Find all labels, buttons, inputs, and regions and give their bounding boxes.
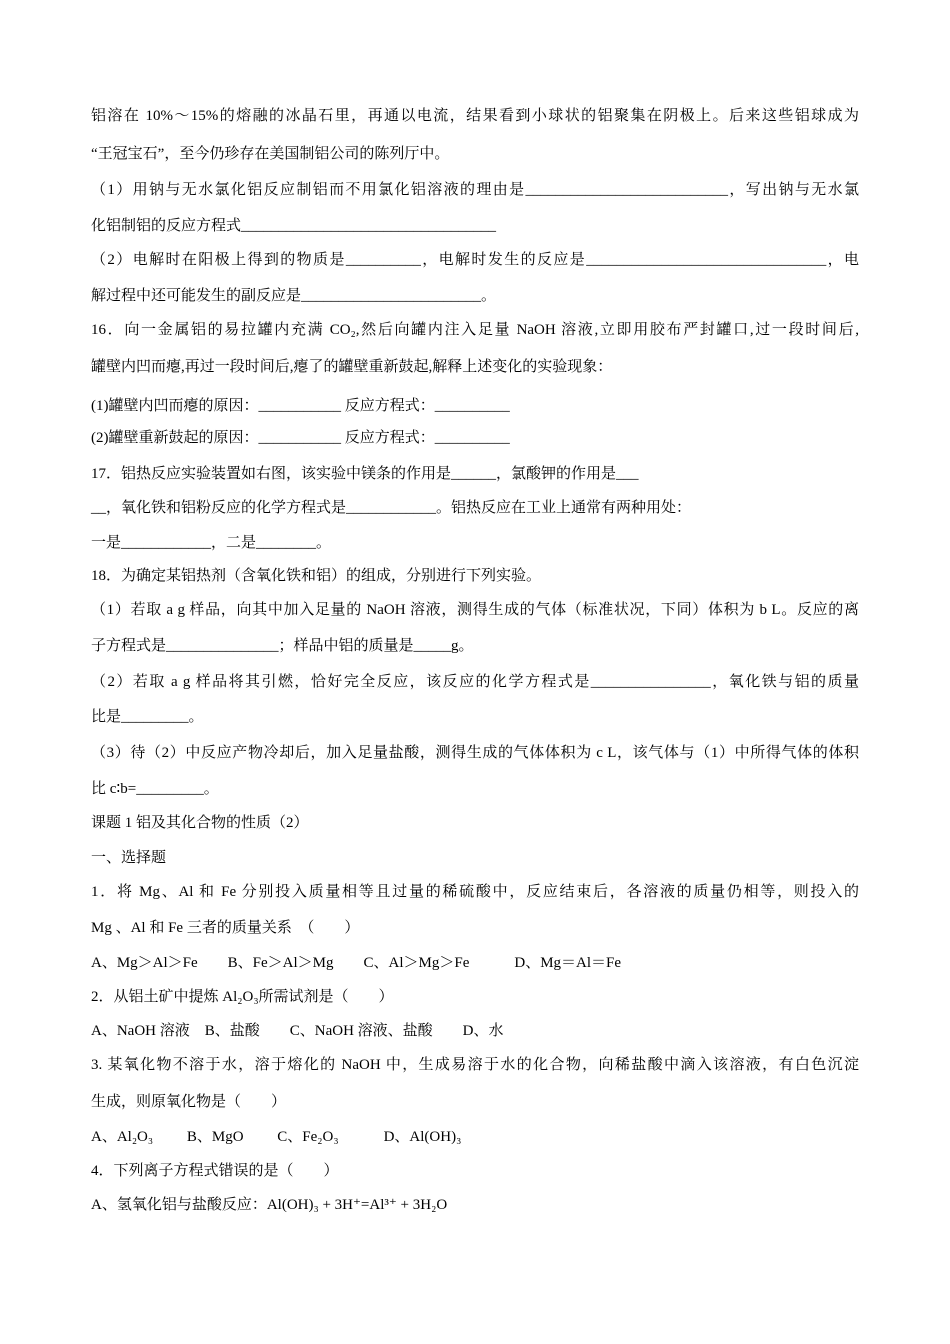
question-1: 1．将 Mg、Al 和 Fe 分别投入质量相等且过量的稀硫酸中，反应结束后，各溶液的质量仍相等，则投入的 <box>91 884 859 900</box>
question-18: 18．为确定某铝热剂（含氧化铁和铝）的组成，分别进行下列实验。 <box>91 568 542 584</box>
question-3: 3. 某氧化物不溶于水，溶于熔化的 NaOH 中，生成易溶于水的化合物，向稀盐酸中滴入该溶液，有白色沉淀 <box>91 1057 859 1073</box>
text-line: （3）待（2）中反应产物冷却后，加入足量盐酸，测得生成的气体体积为 c L，该气体与（1）中所得气体的体积 <box>91 745 859 761</box>
text-line: Mg 、Al 和 Fe 三者的质量关系 （ ） <box>91 920 360 936</box>
text-line: 比是_________。 <box>91 709 204 725</box>
options-line: A、氢氧化铝与盐酸反应：Al(OH)₃ + 3H⁺=Al³⁺ + 3H₂O <box>91 1197 448 1213</box>
text-line: 比 c∶b=_________。 <box>91 781 219 797</box>
text-line: 罐壁内凹而瘪,再过一段时间后,瘪了的罐壁重新鼓起,解释上述变化的实验现象： <box>91 359 613 375</box>
text-line: 子方程式是_______________；样品中铝的质量是_____g。 <box>91 638 474 654</box>
section-title: 课题 1 铝及其化合物的性质（2） <box>91 815 309 831</box>
text-line: (1)罐壁内凹而瘪的原因：___________ 反应方程式：__________ <box>91 398 510 414</box>
question-16: 16．向一金属铝的易拉罐内充满 CO₂,然后向罐内注入足量 NaOH 溶液,立即用胶布严封罐口,过一段时间后, <box>91 322 859 338</box>
text-line: (2)罐壁重新鼓起的原因：___________ 反应方程式：__________ <box>91 430 510 446</box>
options-line: A、Mg＞Al＞Fe B、Fe＞Al＞Mg C、Al＞Mg＞Fe D、Mg＝Al＝Fe <box>91 955 622 971</box>
text-line: 解过程中还可能发生的副反应是________________________。 <box>91 288 497 304</box>
section-heading: 一、选择题 <box>91 850 167 866</box>
text-line: （1）用钠与无水氯化铝反应制铝而不用氯化铝溶液的理由是___________________________，写出钠与无水氯 <box>91 182 859 198</box>
question-4: 4．下列离子方程式错误的是（ ） <box>91 1163 339 1179</box>
text-line: 铝溶在 10%～15%的熔融的冰晶石里，再通以电流，结果看到小球状的铝聚集在阴极上。后来这些铝球成为 <box>91 108 859 124</box>
text-line: “王冠宝石”，至今仍珍存在美国制铝公司的陈列厅中。 <box>91 146 450 162</box>
question-17: 17．铝热反应实验装置如右图，该实验中镁条的作用是______，氯酸钾的作用是___ <box>91 466 639 482</box>
text-line: （2）电解时在阳极上得到的物质是__________，电解时发生的反应是________________________________，电 <box>91 252 859 268</box>
text-line: 一是____________，二是________。 <box>91 535 332 551</box>
options-line: A、Al₂O₃ B、MgO C、Fe₂O₃ D、Al(OH)₃ <box>91 1129 462 1145</box>
text-line: 生成，则原氧化物是（ ） <box>91 1094 287 1110</box>
text-line: （1）若取 a g 样品，向其中加入足量的 NaOH 溶液，测得生成的气体（标准状况，下同）体积为 b L。反应的离 <box>91 602 859 618</box>
options-line: A、NaOH 溶液 B、盐酸 C、NaOH 溶液、盐酸 D、水 <box>91 1023 504 1039</box>
question-2: 2．从铝土矿中提炼 Al₂O₃所需试剂是（ ） <box>91 989 394 1005</box>
text-line: 化铝制铝的反应方程式__________________________________ <box>91 218 497 234</box>
text-line: （2）若取 a g 样品将其引燃，恰好完全反应，该反应的化学方程式是________________，氧化铁与铝的质量 <box>91 674 859 690</box>
text-line: __，氧化铁和铝粉反应的化学方程式是____________。铝热反应在工业上通常有两种用处： <box>91 500 692 516</box>
